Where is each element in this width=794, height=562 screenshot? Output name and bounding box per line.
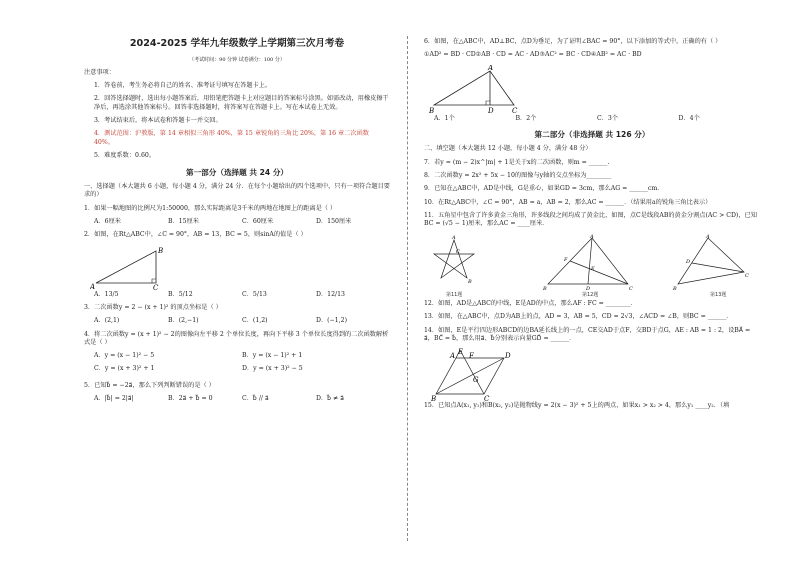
part1-intro: 一、选择题（本大题共 6 小题，每小题 4 分，满分 24 分．在每个小题给出的四个选项中，只有一项符合题目要求的） [84,182,390,199]
question-10: 10．在Rt△ABC中，∠C = 90°，AB = a，AB = 2，那么AC = ______．（结果用a的锐角三角比表示） [424,198,712,206]
figures-row-11-13 [424,234,760,300]
option: B．2个 [515,114,537,122]
question-6-options [434,115,760,123]
note-3: 3．考试结束后，将本试卷和答题卡一并交回。 [94,117,222,125]
column-divider [407,36,408,541]
question-1: 1．如果一幅地图的比例尺为1:50000，那么实际距离是3千米的两地在地图上的距离是（ ） [84,204,337,212]
vertex-label: F [564,256,568,263]
option: C．60厘米 [242,217,274,225]
part1-title: 第一部分（选择题 共 24 分） [185,167,289,177]
vertex-label: A [90,282,96,291]
figure-caption-11: 第11题 [446,291,463,298]
question-3-options [94,317,390,325]
question-1-options [94,218,390,226]
question-9: 9．已知在△ABC中，AD是中线，G是重心，如果GD = 3cm，那么AG = ______cm． [424,185,664,193]
option: D．b⃗ ≠ a⃗ [316,395,344,403]
question-6-statements: ①AD² = BD · CD②AB · CD = AC · AD③AC² = BC · CD④AB² = AC · BD [424,51,642,59]
question-4-options [94,352,390,377]
option: D．150厘米 [316,217,352,225]
left-column [84,38,390,409]
question-14: 14．如图，E是平行四边形ABCD的边BA延长线上的一点，CE交AD于点F，交BD于点G，AE : AB = 1 : 2，设BA⃗ = a⃗，BC⃗ = b⃗，那么用a⃗、b⃗分别表示向量GD⃗ = ______． [424,326,751,342]
vertex-label: C [456,248,460,255]
option: D．12/13 [316,290,345,298]
option: C．y = (x + 3)² + 1 [94,364,155,372]
q6-triangle-figure [428,65,538,115]
option: A．|b⃗| = 2|a⃗| [94,395,134,403]
exam-title: 2024-2025 学年九年级数学上学期第三次月考卷 [129,38,345,49]
vertex-label: D [586,285,591,292]
option: D．(−1,2) [316,317,348,325]
part2-title: 第二部分（非选择题 共 126 分） [534,130,650,140]
question-2: 2．如图，在Rt△ABC中，∠C = 90°，AB = 13，BC = 5，则sinA的值是（ ） [84,231,307,239]
option: C．5/13 [242,290,267,298]
q2-triangle-figure [90,245,180,291]
option: B．(2,−1) [168,317,199,325]
vertex-label: B [468,278,472,285]
vertex-label: C [153,283,159,291]
part2-intro: 二、填空题（本大题共 12 小题，每小题 4 分，满分 48 分） [424,145,592,153]
question-11: 11．五角星中包含了许多黄金三角形，许多线段之间均成了黄金比，如图，点C是线段AB的黄金分割点(AC > CD)，已知BC = (√5 − 1)厘米，那么AC = ____厘米． [424,212,757,228]
question-5-options [94,395,390,403]
vertex-label: C [629,285,633,292]
vertex-label: A [706,233,710,240]
question-7: 7．若y = (m − 2)x^|m| + 1是关于x的二次函数，则m = ______. [424,158,610,166]
question-15: 15．已知点A(x₁, y₁)和B(x₂, y₂)是抛物线y = 2(x − 3)² + 5上的两点，如果x₁ > x₂ > 4，那么y₁ ____y₂．（填 [424,402,730,410]
right-column [424,38,760,416]
question-13: 13．如图，在△ABC中，点D为AB上的点，AD = 3，AB = 5，CD = 2√3，∠ACD = ∠B，则BC = ______． [424,313,733,321]
vertex-label: D [505,352,511,361]
vertex-label: E [458,348,464,357]
vertex-label: A [452,234,456,241]
vertex-label: G [473,376,479,385]
figure-caption-13: 第13题 [710,291,727,298]
vertex-label: B [543,285,547,292]
question-6: 6．如图，在△ABC中，AD⊥BC，点D为垂足，为了证明∠BAC = 90°，以下添加的等式中，正确的有（ ） [424,38,722,45]
option: D．y = (x + 3)² − 5 [242,364,303,372]
vertex-label: A [590,233,594,240]
vertex-label: B [429,106,435,115]
note-1: 1．答卷前，考生务必将自己的姓名、准考证号填写在答题卡上。 [94,82,272,90]
vertex-label: A [488,64,494,72]
question-2-options [94,291,390,299]
vertex-label: C [484,395,490,403]
option: A．13/5 [94,290,119,298]
question-3: 3．二次函数y = 2 − (x + 1)² 的顶点坐标是（ ） [84,303,222,311]
vertex-label: C [745,272,749,279]
vertex-label: D [686,258,691,265]
option: D．4个 [678,114,700,122]
question-4: 4．将二次函数y = (x + 1)² − 2的图像向左平移 2 个单位长度，再向下平移 3 个单位长度得到的二次函数解析式是（ ） [84,330,389,347]
option: B．5/12 [168,290,193,298]
option: A．1个 [434,114,455,122]
vertex-label: A [450,352,456,361]
question-8: 8．二次函数y = 2x² + 5x − 10的图像与y轴的交点坐标为________ [424,172,612,180]
option: A．6厘米 [94,217,121,225]
q12-triangle-figure [536,234,648,300]
question-12: 12．如图，AD是△ABC的中线，E是AD的中点，那么AF : FC = ________． [424,299,637,307]
option: C．(1,2) [242,317,268,325]
notes-heading: 注意事项： [84,68,115,76]
option: A．y = (x − 1)² − 5 [94,352,155,360]
exam-info: （考试时间：90 分钟 试卷满分：100 分） [189,56,285,63]
figure-caption-12: 第12题 [582,291,599,298]
vertex-label: D [488,106,494,115]
note-2: 2．回答选择题时，选出每小题答案后，用铅笔把答题卡上对应题目的答案标号涂黑。如需改动，用橡皮擦干净后，再选涂其他答案标号。回答非选择题时，将答案写在答题卡上。写在本试卷上无效。 [94,95,389,111]
option: B．y = (x − 1)² + 1 [242,352,303,360]
vertex-label: B [431,395,437,403]
option: A．(2,1) [94,317,120,325]
q14-parallelogram-figure [428,348,538,402]
note-5: 5．难度系数：0.60。 [94,152,156,160]
option: B．15厘米 [168,217,199,225]
q13-triangle-figure [648,234,760,300]
note-4-test-scope: 4．测试范围：沪教版，第 14 章相似三角形 40%，第 15 章锐角的三角比 20%，第 16 章二次函数 40%。 [94,130,369,146]
question-5: 5．已知b⃗ = −2a⃗，那么下列判断错误的是（ ） [84,382,215,390]
vertex-label: B [158,246,164,255]
q11-pentagram-figure [424,234,536,300]
option: B．2a⃗ + b⃗ = 0 [168,395,213,403]
vertex-label: E [591,265,595,272]
vertex-label: C [512,106,518,115]
vertex-label: B [673,285,677,292]
option: C．3个 [597,114,619,122]
vertex-label: F [469,352,474,361]
option: C．b⃗ // a⃗ [242,395,269,403]
